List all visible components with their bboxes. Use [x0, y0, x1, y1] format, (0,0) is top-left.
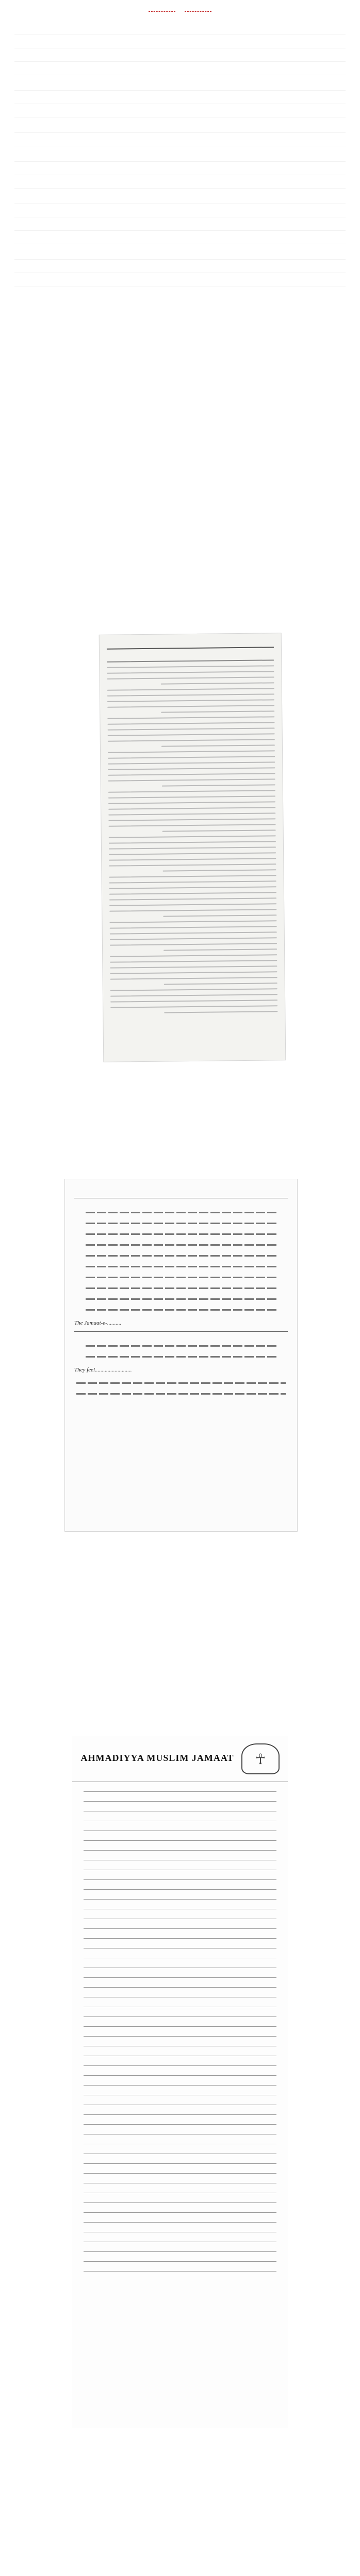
letter-header — [65, 1179, 297, 1193]
text-line — [14, 48, 346, 62]
heading-ornament-right — [149, 11, 175, 12]
clipping-line — [110, 1005, 277, 1008]
clipping-line — [163, 948, 277, 951]
clipping-line — [108, 812, 275, 815]
clipping-line — [108, 801, 275, 804]
clipping-line — [110, 977, 277, 979]
clipping-line — [163, 982, 277, 985]
document-line — [84, 2065, 276, 2066]
text-line — [14, 260, 346, 273]
text-line — [14, 120, 346, 133]
text-line — [14, 35, 346, 48]
text-line — [14, 246, 346, 260]
clipping-line — [164, 1011, 277, 1013]
clipping-line — [162, 869, 276, 871]
org-letterhead — [72, 1736, 288, 1782]
clipping-line — [107, 693, 274, 696]
document-line — [84, 1840, 276, 1841]
handwritten-line — [86, 1223, 276, 1224]
letter-body-continued — [74, 1331, 288, 1358]
text-line — [14, 273, 346, 286]
letter-english-line-2: They feel.......................... — [74, 1367, 132, 1373]
clipping-line — [107, 722, 274, 724]
clipping-line — [163, 914, 276, 917]
clipping-line — [108, 795, 275, 798]
clipping-line — [108, 767, 275, 770]
clipping-line — [110, 965, 277, 968]
clipping-line — [108, 761, 275, 764]
handwritten-line — [86, 1309, 276, 1311]
document-line — [84, 2114, 276, 2115]
clipping-line — [109, 897, 276, 900]
clipping-line — [109, 852, 276, 855]
document-line — [84, 1938, 276, 1939]
section-heading — [14, 6, 346, 16]
clipping-line — [109, 909, 276, 911]
clipping-line — [109, 903, 276, 906]
document-line — [84, 2075, 276, 2076]
text-line — [14, 204, 346, 217]
clipping-body — [100, 653, 285, 1021]
document-line — [84, 2036, 276, 2037]
document-line — [84, 2173, 276, 2174]
clipping-line — [110, 988, 277, 991]
document-line — [84, 1791, 276, 1792]
document-line — [84, 1889, 276, 1890]
clipping-line — [161, 784, 275, 786]
clipping-line — [160, 682, 274, 684]
clipping-line — [110, 920, 277, 923]
handwritten-line — [76, 1393, 286, 1395]
clipping-line — [110, 926, 277, 928]
clipping-title — [107, 638, 274, 649]
text-line — [14, 162, 346, 175]
clipping-line — [108, 807, 275, 809]
document-line — [84, 1977, 276, 1978]
document-line — [84, 2124, 276, 2125]
document-line — [84, 2222, 276, 2223]
heading-ornament-left — [185, 11, 211, 12]
org-name-text: AHMADIYYA MUSLIM JAMAAT — [80, 1753, 234, 1763]
article-text-section — [0, 0, 360, 520]
handwritten-line — [86, 1345, 276, 1347]
clipping-line — [109, 892, 276, 894]
clipping-line — [107, 716, 274, 719]
clipping-line — [107, 705, 274, 707]
clipping-line — [108, 727, 275, 730]
letter-english-line-1: The Jamaat-e-.......... — [74, 1320, 122, 1326]
clipping-line — [108, 778, 275, 781]
clipping-line — [109, 863, 276, 866]
clipping-line — [109, 824, 276, 826]
document-line — [84, 2212, 276, 2213]
clipping-line — [110, 971, 277, 974]
document-line — [84, 2016, 276, 2017]
text-line — [14, 148, 346, 162]
clipping-line — [108, 750, 275, 753]
handwritten-line — [86, 1287, 276, 1289]
clipping-line — [110, 960, 277, 962]
document-line — [84, 2085, 276, 2086]
document-line — [84, 2202, 276, 2203]
clipping-line — [109, 875, 276, 877]
clipping-line — [109, 835, 276, 838]
document-line — [84, 1928, 276, 1929]
org-name — [80, 1753, 234, 1765]
clipping-line — [108, 739, 275, 741]
handwritten-line — [86, 1266, 276, 1267]
handwritten-line — [86, 1277, 276, 1278]
handwritten-line — [86, 1356, 276, 1358]
text-line — [14, 191, 346, 204]
text-line — [14, 217, 346, 231]
text-line — [14, 231, 346, 244]
clipping-line — [109, 846, 276, 849]
clipping-line — [110, 943, 277, 945]
clipping-line — [161, 744, 275, 747]
document-line — [84, 1879, 276, 1880]
handwritten-line — [86, 1244, 276, 1246]
clipping-line — [108, 818, 275, 821]
scanned-official-letter — [72, 1736, 288, 2428]
clipping-line — [108, 790, 275, 792]
document-line — [84, 2251, 276, 2252]
handwritten-line — [86, 1233, 276, 1235]
handwritten-line — [86, 1212, 276, 1213]
clipping-line — [107, 671, 274, 673]
handwritten-line — [86, 1298, 276, 1300]
text-line — [14, 77, 346, 91]
document-line — [84, 1850, 276, 1851]
document-line — [84, 2261, 276, 2262]
document-line — [84, 1899, 276, 1900]
clipping-line — [107, 676, 274, 679]
scanned-handwritten-letter — [64, 1179, 298, 1532]
document-line — [84, 1801, 276, 1802]
clipping-line — [107, 688, 274, 690]
document-line — [84, 2026, 276, 2027]
clipping-line — [109, 880, 276, 883]
clipping-line — [110, 937, 277, 940]
document-line — [84, 1987, 276, 1988]
text-line — [14, 133, 346, 146]
clipping-line — [107, 659, 274, 662]
clipping-line — [107, 699, 274, 702]
clipping-line — [110, 999, 277, 1002]
text-line — [14, 91, 346, 104]
handwritten-line — [76, 1382, 286, 1384]
document-line — [84, 2271, 276, 2272]
text-line — [14, 175, 346, 189]
clipping-line — [108, 773, 275, 775]
handwritten-line — [86, 1255, 276, 1257]
letter-body — [74, 1198, 288, 1311]
clipping-line — [107, 665, 274, 668]
clipping-line — [109, 886, 276, 889]
clipping-line — [109, 858, 276, 860]
clipping-line — [110, 931, 277, 934]
clipping-line — [161, 710, 274, 713]
clipping-line — [110, 994, 277, 996]
text-line — [14, 62, 346, 75]
clipping-line — [109, 841, 276, 843]
scanned-newspaper-clipping — [99, 633, 286, 1062]
document-line — [84, 2163, 276, 2164]
clipping-line — [162, 829, 275, 832]
clipping-line — [108, 756, 275, 758]
clipping-line — [110, 954, 277, 957]
text-line — [14, 22, 346, 35]
minaret-logo-icon: ☥ — [241, 1743, 280, 1774]
clipping-line — [108, 733, 275, 736]
text-line — [14, 104, 346, 117]
